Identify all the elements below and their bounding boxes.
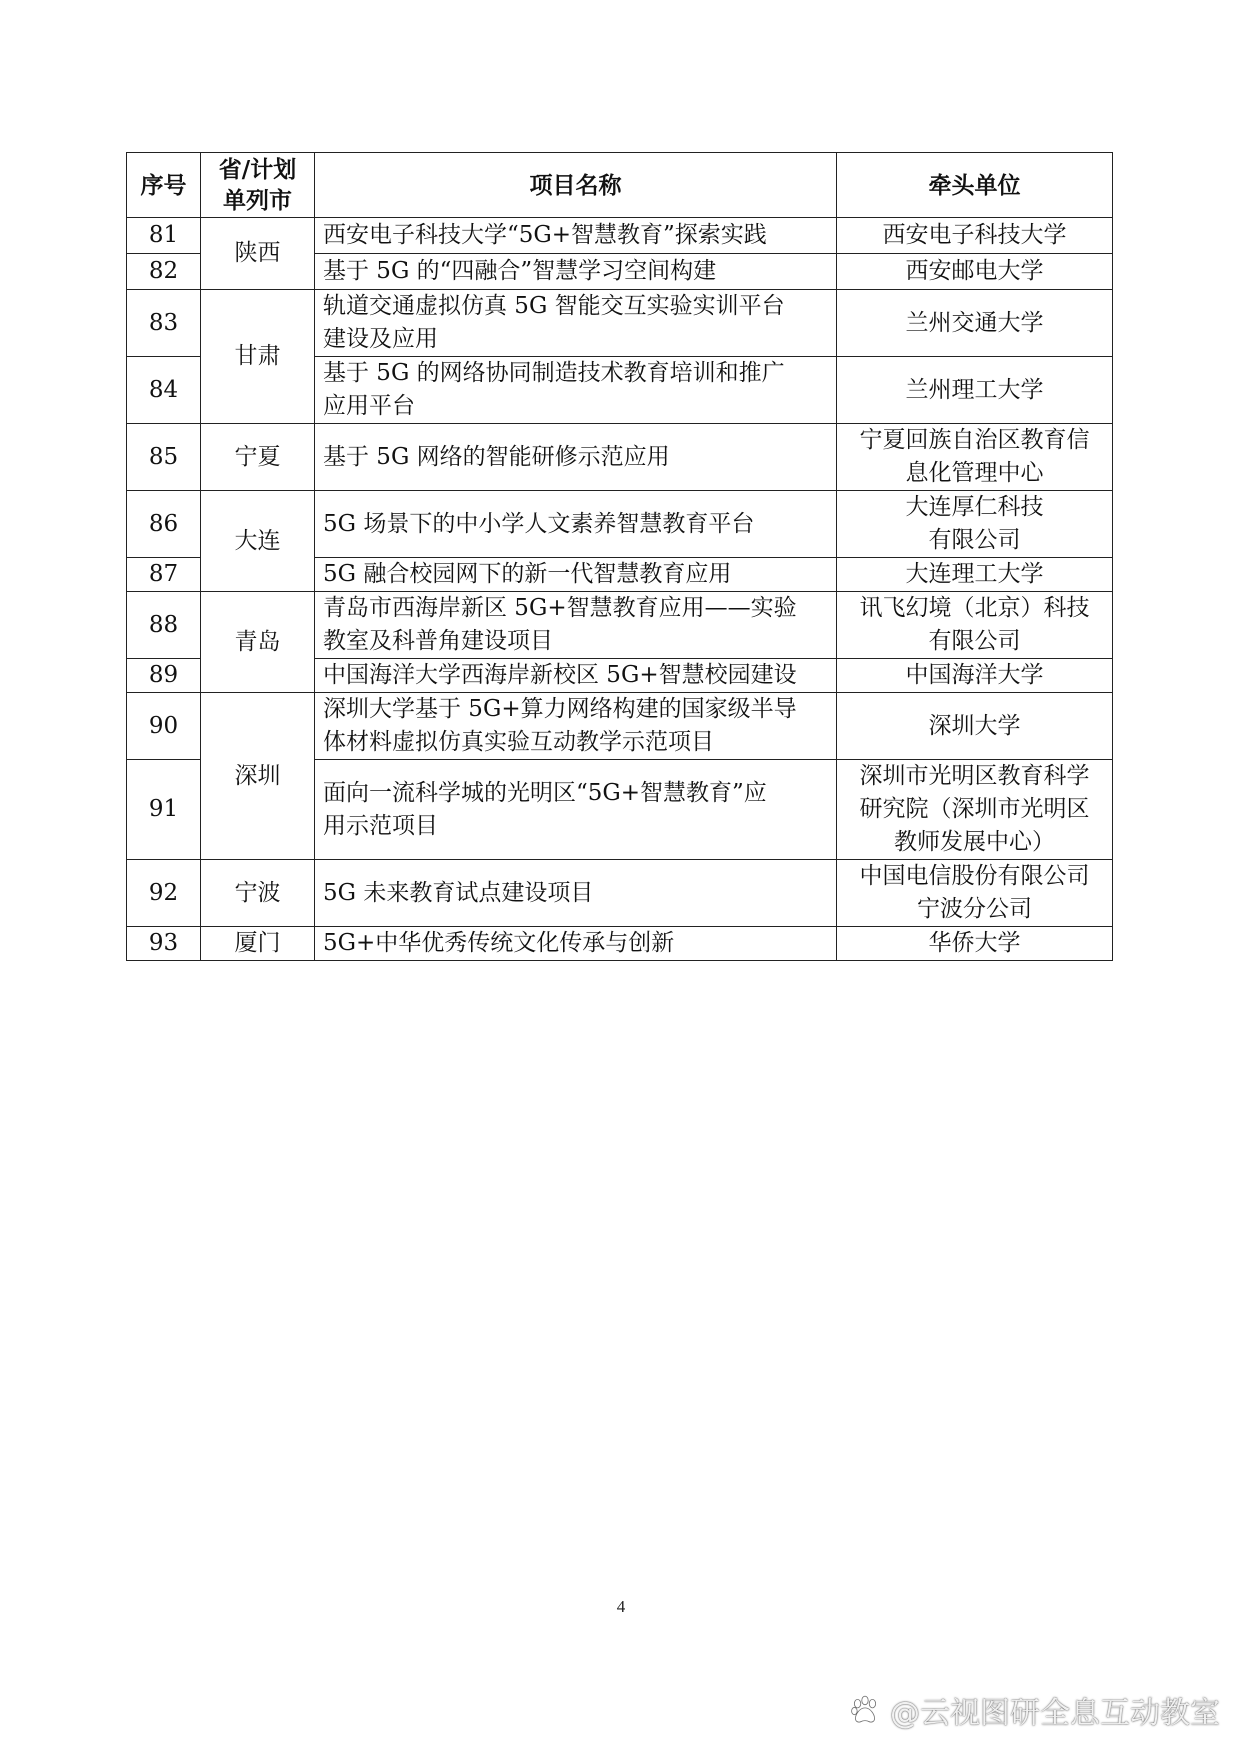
row-region: 厦门 <box>201 927 315 961</box>
header-lead-unit: 牵头单位 <box>837 153 1113 218</box>
watermark <box>848 1686 1220 1734</box>
row-region: 青岛 <box>201 592 315 693</box>
row-no: 82 <box>127 254 201 290</box>
row-region: 宁夏 <box>201 424 315 491</box>
table-header-row <box>127 153 1113 218</box>
row-no: 86 <box>127 491 201 558</box>
row-region: 甘肃 <box>201 290 315 424</box>
row-project-name: 轨道交通虚拟仿真 5G 智能交互实验实训平台 建设及应用 <box>315 290 837 357</box>
row-lead-unit: 西安邮电大学 <box>837 254 1113 290</box>
row-no: 87 <box>127 558 201 592</box>
row-region: 深圳 <box>201 693 315 860</box>
row-project-name: 面向一流科学城的光明区“5G+智慧教育”应 用示范项目 <box>315 760 837 860</box>
row-project-name: 5G 融合校园网下的新一代智慧教育应用 <box>315 558 837 592</box>
row-no: 88 <box>127 592 201 659</box>
row-project-name: 深圳大学基于 5G+算力网络构建的国家级半导 体材料虚拟仿真实验互动教学示范项目 <box>315 693 837 760</box>
row-lead-unit: 西安电子科技大学 <box>837 218 1113 254</box>
header-no: 序号 <box>127 153 201 218</box>
row-lead-unit: 兰州交通大学 <box>837 290 1113 357</box>
row-project-name: 5G+中华优秀传统文化传承与创新 <box>315 927 837 961</box>
row-lead-unit: 讯飞幻境（北京）科技 有限公司 <box>837 592 1113 659</box>
row-no: 93 <box>127 927 201 961</box>
row-no: 84 <box>127 357 201 424</box>
row-lead-unit: 华侨大学 <box>837 927 1113 961</box>
row-region: 陕西 <box>201 218 315 290</box>
row-lead-unit: 宁夏回族自治区教育信 息化管理中心 <box>837 424 1113 491</box>
row-no: 83 <box>127 290 201 357</box>
table-row <box>127 927 1113 961</box>
paw-icon <box>848 1693 882 1727</box>
row-region: 大连 <box>201 491 315 592</box>
row-project-name: 中国海洋大学西海岸新校区 5G+智慧校园建设 <box>315 659 837 693</box>
row-lead-unit: 中国海洋大学 <box>837 659 1113 693</box>
project-table <box>126 152 1113 961</box>
row-no: 85 <box>127 424 201 491</box>
row-no: 92 <box>127 860 201 927</box>
row-project-name: 基于 5G 网络的智能研修示范应用 <box>315 424 837 491</box>
header-project-name: 项目名称 <box>315 153 837 218</box>
row-project-name: 西安电子科技大学“5G+智慧教育”探索实践 <box>315 218 837 254</box>
row-no: 89 <box>127 659 201 693</box>
row-lead-unit: 兰州理工大学 <box>837 357 1113 424</box>
row-project-name: 基于 5G 的“四融合”智慧学习空间构建 <box>315 254 837 290</box>
table-row <box>127 860 1113 927</box>
table-row <box>127 592 1113 659</box>
row-lead-unit: 中国电信股份有限公司 宁波分公司 <box>837 860 1113 927</box>
watermark-text: @云视图研全息互动教室 <box>890 1696 1220 1731</box>
row-no: 91 <box>127 760 201 860</box>
table-row <box>127 290 1113 357</box>
header-region: 省/计划 单列市 <box>201 153 315 218</box>
table-row <box>127 491 1113 558</box>
row-project-name: 5G 未来教育试点建设项目 <box>315 860 837 927</box>
table-row <box>127 424 1113 491</box>
row-lead-unit: 大连厚仁科技 有限公司 <box>837 491 1113 558</box>
row-project-name: 5G 场景下的中小学人文素养智慧教育平台 <box>315 491 837 558</box>
row-no: 90 <box>127 693 201 760</box>
row-project-name: 基于 5G 的网络协同制造技术教育培训和推广 应用平台 <box>315 357 837 424</box>
row-project-name: 青岛市西海岸新区 5G+智慧教育应用——实验 教室及科普角建设项目 <box>315 592 837 659</box>
row-region: 宁波 <box>201 860 315 927</box>
page-number: 4 <box>616 1597 626 1616</box>
row-lead-unit: 深圳市光明区教育科学 研究院（深圳市光明区 教师发展中心） <box>837 760 1113 860</box>
row-no: 81 <box>127 218 201 254</box>
row-lead-unit: 大连理工大学 <box>837 558 1113 592</box>
row-lead-unit: 深圳大学 <box>837 693 1113 760</box>
table-row <box>127 218 1113 254</box>
table-row <box>127 693 1113 760</box>
